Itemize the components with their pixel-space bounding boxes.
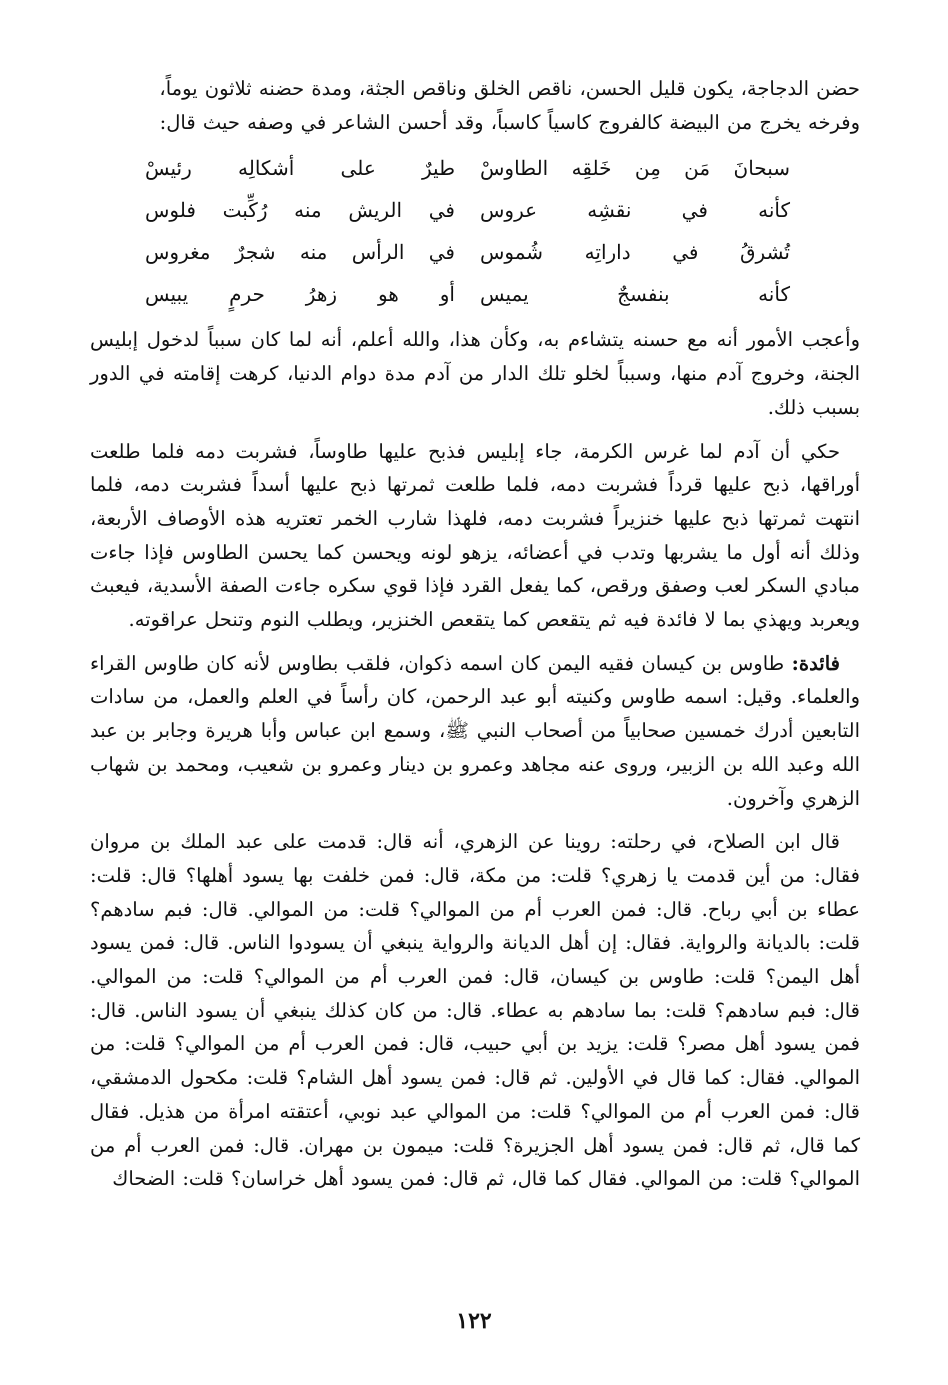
- poem-hemistich-first: كأنه في نقشِه عروس: [480, 198, 790, 223]
- poem-hemistich-first: سبحانَ مَن مِن خَلقِه الطاوسْ: [480, 156, 790, 181]
- poem-hemistich-second: طيرٌ على أشكالِه رئيسْ: [145, 156, 455, 181]
- paragraph-peacock-omen: وأعجب الأمور أنه مع حسنه يتشاءم به، وكأن هذا، والله أعلم، أنه لما كان سبباً لدخول إبليس الجنة، وخروج آدم منها، وسبباً لخلو تلك الدار من آدم مدة دوام الدنيا، كرهت إقامته في الدور بسبب ذلك.: [90, 328, 860, 419]
- poem: [90, 147, 860, 315]
- page-number: ١٢٢: [456, 1308, 492, 1334]
- note-label: فائدة:: [791, 651, 840, 675]
- poem-hemistich-first: تُشرقُ في داراتِه شُموس: [480, 240, 790, 265]
- poem-verse: [90, 147, 860, 189]
- poem-hemistich-second: في الرأس منه شجرٌ مغروس: [145, 240, 455, 265]
- intro-line-2: وفرخه يخرج من البيضة كالفروج كاسياً كاسباً، وقد أحسن الشاعر في وصفه حيث قال:: [159, 110, 860, 134]
- poem-hemistich-first: كأنه بنفسجٌ يميس: [480, 282, 790, 307]
- poem-verse: [90, 273, 860, 315]
- paragraph-vine-story: حكي أن آدم لما غرس الكرمة، جاء إبليس فذبح عليها طاوساً، فشربت دمه فلما طلعت أوراقها، ذبح عليها قرداً فشربت دمه، فلما طلعت ثمرتها ذبح عليها أسداً فشربت دمه، فلما انتهت ثمرتها ذبح عليها خنزيراً فشربت دمه، فلهذا شارب الخمر تعتريه هذه الأوصاف الأربعة، وذلك أنه أول ما يشربها وتدب في أعضائه، يزهو لونه ويحسن كما يحسن الطاوس فإذا جاءت مبادي السكر لعب وصفق ورقص، كما يفعل القرد فإذا قوي سكره جاءت الصفة الأسدية، فيعبث ويعربد ويهذي بما لا فائدة فيه ثم يتقعص كما يتقعص الخنزير، ويطلب النوم وتنحل عراقوته.: [90, 439, 860, 632]
- poem-verse: [90, 189, 860, 231]
- paragraph-tawus-note: [90, 647, 860, 816]
- poem-verse: [90, 231, 860, 273]
- poem-hemistich-second: أو هو زهرُ حرمٍ يبيس: [145, 282, 455, 307]
- paragraph-zuhri-narration: قال ابن الصلاح، في رحلته: روينا عن الزهري، أنه قال: قدمت على عبد الملك بن مروان فقال: من أين قدمت يا زهري؟ قلت: من مكة، قال: فمن خلفت بها يسود أهلها؟ قال: قلت: عطاء بن أبي رباح. قال: فمن العرب أم من الموالي؟ قلت: من الموالي. قال: فبم سادهم؟ قلت: بالديانة والرواية. فقال: إن أهل الديانة والرواية ينبغي أن يسودوا الناس. قال: فمن يسود أهل اليمن؟ قلت: طاوس بن كيسان، قال: فمن العرب أم من الموالي؟ قلت: من الموالي. قال: فبم سادهم؟ قلت: بما سادهم به عطاء. قال: من كان كذلك ينبغي أن يسود الناس. قال: فمن يسود أهل مصر؟ قلت: يزيد بن أبي حبيب، قال: فمن العرب أم من الموالي؟ قلت: من الموالي. فقال: كما قال في الأولين. ثم قال: فمن يسود أهل الشام؟ قلت: مكحول الدمشقي، قال: فمن العرب أم من الموالي؟ قلت: من الموالي عبد نوبي، أعتقته امرأة من هذيل. فقال كما قال، ثم قال: فمن يسود أهل الجزيرة؟ قلت: ميمون بن مهران. قال: فمن العرب أم من الموالي؟ قلت: من الموالي. فقال كما قال، ثم قال: فمن يسود أهل خراسان؟ قلت: الضحاك: [90, 830, 860, 1191]
- intro-line-1: حضن الدجاجة، يكون قليل الحسن، ناقص الخلق وناقص الجثة، ومدة حضنه ثلاثون يوماً،: [159, 77, 860, 100]
- poem-hemistich-second: في الريش منه رُكِّبت فلوس: [145, 198, 455, 223]
- note-text: طاوس بن كيسان فقيه اليمن كان اسمه ذكوان، فلقب بطاوس لأنه كان طاوس القراء والعلماء. وقيل: اسمه طاوس وكنيته أبو عبد الرحمن، كان رأساً في العلم والعمل، من سادات التابعين أدرك خمسين صحابياً من أصحاب النبي ﷺ، وسمع ابن عباس وأبا هريرة وجابر بن عبد الله وعبد الله بن الزبير، وروى عنه مجاهد وعمرو بن دينار وعمرو بن شعيب، ومحمد بن شهاب الزهري وآخرون.: [90, 651, 860, 810]
